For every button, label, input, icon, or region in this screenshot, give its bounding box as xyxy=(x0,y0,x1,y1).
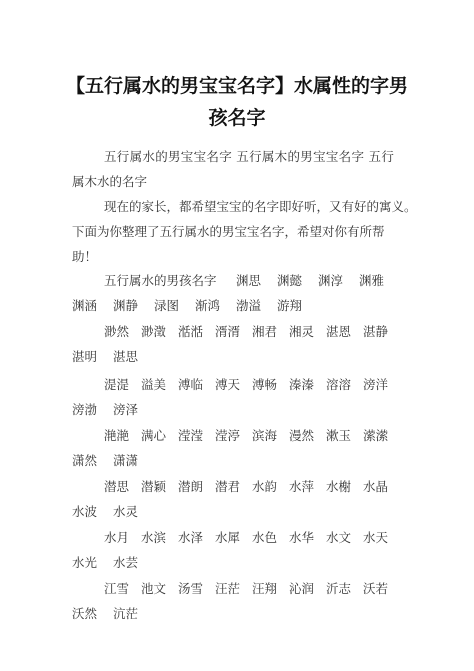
name-item: 沃然 xyxy=(72,606,98,621)
name-row xyxy=(104,583,400,596)
name-row xyxy=(104,532,400,545)
name-item: 湜湜 xyxy=(104,377,130,392)
name-item: 水芸 xyxy=(113,555,139,570)
name-item: 水色 xyxy=(252,530,278,545)
name-item: 溢美 xyxy=(141,377,167,392)
name-item: 滢渟 xyxy=(215,428,241,443)
name-item: 潜思 xyxy=(104,479,130,494)
name-item: 沆茫 xyxy=(113,606,139,621)
name-item: 水光 xyxy=(72,555,98,570)
name-item: 湛静 xyxy=(363,324,389,339)
name-item: 湛明 xyxy=(72,349,98,364)
name-item: 湑湑 xyxy=(215,324,241,339)
document-title-line-1: 【五行属水的男宝宝名字】水属性的字男 xyxy=(65,75,408,97)
name-item: 汪茫 xyxy=(215,581,241,596)
name-row xyxy=(104,430,400,443)
intro-line-1: 五行属水的男宝宝名字 五行属木的男宝宝名字 五行 xyxy=(104,149,395,164)
name-row xyxy=(104,275,400,288)
name-row xyxy=(72,351,154,364)
paragraph-line-1: 现在的家长，都希望宝宝的名字即好听，又有好的寓义。 xyxy=(104,199,417,214)
name-item: 水韵 xyxy=(252,479,278,494)
name-item: 滟滟 xyxy=(104,428,130,443)
name-item: 滢滢 xyxy=(178,428,204,443)
name-item: 渊懿 xyxy=(277,273,303,288)
name-item: 渺然 xyxy=(104,324,130,339)
name-item: 水月 xyxy=(104,530,130,545)
name-item: 满心 xyxy=(141,428,167,443)
name-item: 江雪 xyxy=(104,581,130,596)
name-item: 潇潇 xyxy=(113,453,139,468)
name-item: 潆潆 xyxy=(363,428,389,443)
name-row xyxy=(72,506,154,519)
name-item: 湛恩 xyxy=(326,324,352,339)
name-item: 湘君 xyxy=(252,324,278,339)
name-row xyxy=(72,404,154,417)
name-item: 水榭 xyxy=(326,479,352,494)
name-item: 滨海 xyxy=(252,428,278,443)
name-row xyxy=(72,557,154,570)
name-item: 汤雪 xyxy=(178,581,204,596)
name-item: 潜朗 xyxy=(178,479,204,494)
name-row xyxy=(104,379,400,392)
name-item: 滂渤 xyxy=(72,402,98,417)
name-item: 渊淳 xyxy=(318,273,344,288)
name-item: 渐鸿 xyxy=(195,298,221,313)
name-item: 湛思 xyxy=(113,349,139,364)
name-row xyxy=(104,326,400,339)
intro-line-2: 属木水的名字 xyxy=(72,174,148,189)
paragraph-line-2: 下面为你整理了五行属水的男宝宝名字，希望对你有所帮 xyxy=(72,224,385,239)
name-item: 池文 xyxy=(141,581,167,596)
name-item: 潜颖 xyxy=(141,479,167,494)
name-item: 湘灵 xyxy=(289,324,315,339)
name-item: 沂志 xyxy=(326,581,352,596)
name-item: 汪翔 xyxy=(252,581,278,596)
name-item: 渊涵 xyxy=(72,298,98,313)
name-row xyxy=(72,300,318,313)
paragraph-line-3: 助！ xyxy=(72,249,98,264)
name-item: 溶溶 xyxy=(326,377,352,392)
name-item: 渤溢 xyxy=(236,298,262,313)
name-item: 湉湉 xyxy=(178,324,204,339)
name-item: 水波 xyxy=(72,504,98,519)
name-item: 游翔 xyxy=(277,298,303,313)
name-row xyxy=(72,608,154,621)
name-item: 渺澂 xyxy=(141,324,167,339)
name-item: 漱玉 xyxy=(326,428,352,443)
name-item: 滂泽 xyxy=(113,402,139,417)
name-item: 潇然 xyxy=(72,453,98,468)
name-item: 滂洋 xyxy=(363,377,389,392)
name-item: 水滨 xyxy=(141,530,167,545)
name-item: 水灵 xyxy=(113,504,139,519)
name-item: 水华 xyxy=(289,530,315,545)
name-item: 溱溱 xyxy=(289,377,315,392)
name-item: 渌图 xyxy=(154,298,180,313)
name-item: 水文 xyxy=(326,530,352,545)
name-item: 渊思 xyxy=(236,273,262,288)
name-item: 沁润 xyxy=(289,581,315,596)
name-row xyxy=(72,455,154,468)
name-item: 溥畅 xyxy=(252,377,278,392)
name-item: 水犀 xyxy=(215,530,241,545)
name-item: 渊雅 xyxy=(359,273,385,288)
name-item: 水晶 xyxy=(363,479,389,494)
name-item: 水天 xyxy=(363,530,389,545)
name-item: 溥临 xyxy=(178,377,204,392)
document-title-line-2: 孩名字 xyxy=(208,107,266,129)
name-item: 溥天 xyxy=(215,377,241,392)
name-item: 潜君 xyxy=(215,479,241,494)
name-item: 渊静 xyxy=(113,298,139,313)
name-item: 水萍 xyxy=(289,479,315,494)
name-item: 沃若 xyxy=(363,581,389,596)
section-label: 五行属水的男孩名字 xyxy=(104,273,217,288)
name-item: 漫然 xyxy=(289,428,315,443)
name-item: 水泽 xyxy=(178,530,204,545)
name-row xyxy=(104,481,400,494)
